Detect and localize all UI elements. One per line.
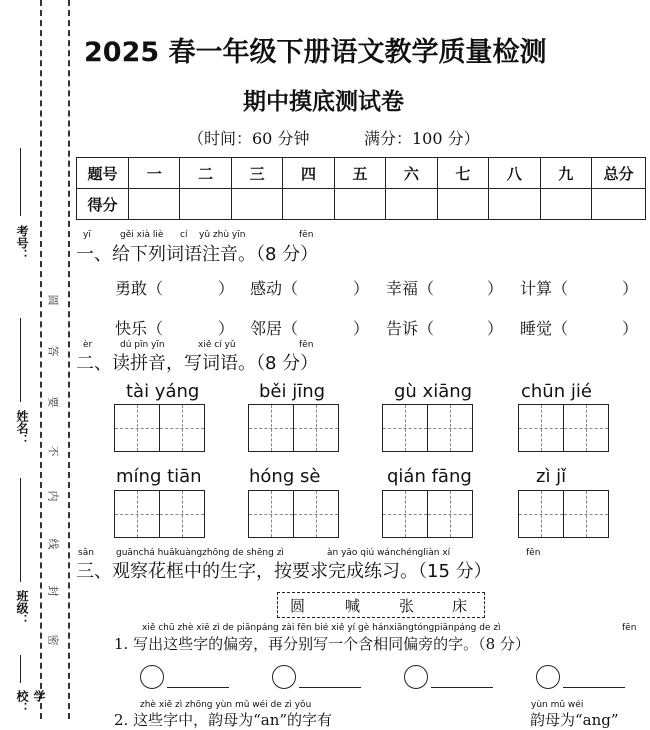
writing-cell[interactable] bbox=[383, 491, 428, 537]
pinyin-annotation: xiě chū zhè xiē zì de piānpáng zài fēn bié xiě yí gè hánxiāngtóngpiānpáng de zì bbox=[142, 623, 501, 633]
writing-cell[interactable] bbox=[564, 491, 608, 537]
column-header: 总分 bbox=[592, 158, 646, 189]
pinyin-annotation: sān bbox=[78, 548, 94, 558]
name-line bbox=[20, 318, 21, 402]
seal-dashed-line bbox=[68, 0, 70, 719]
word-item-close: ） bbox=[622, 319, 639, 338]
column-header: 二 bbox=[180, 158, 231, 189]
writing-cell[interactable] bbox=[519, 405, 564, 451]
score-cell[interactable] bbox=[540, 189, 592, 220]
writing-cell[interactable] bbox=[160, 405, 204, 451]
question-3-1: 1. 写出这些字的偏旁，再分别写一个含相同偏旁的字。（8 分） bbox=[114, 635, 530, 653]
word-item-open: 幸福（ bbox=[386, 279, 435, 298]
section-2-heading: 二、读拼音，写词语。（8 分） bbox=[76, 353, 319, 374]
writing-cell[interactable] bbox=[115, 491, 160, 537]
pinyin-annotation: fēn bbox=[526, 548, 541, 558]
word-item-close: ） bbox=[487, 279, 504, 298]
binding-dashed-line bbox=[40, 0, 42, 719]
pinyin-annotation: zhè xiē zì zhōng yùn mǔ wéi de zì yǒu bbox=[140, 700, 312, 710]
writing-cell[interactable] bbox=[249, 491, 294, 537]
character-frame bbox=[277, 592, 485, 618]
writing-cell[interactable] bbox=[294, 405, 338, 451]
word-item-open: 告诉（ bbox=[386, 319, 435, 338]
column-header: 五 bbox=[334, 158, 385, 189]
word-item-open: 计算（ bbox=[520, 279, 569, 298]
score-cell[interactable] bbox=[334, 189, 385, 220]
column-header: 九 bbox=[540, 158, 592, 189]
frame-character: 喊 bbox=[345, 597, 361, 615]
score-cell[interactable] bbox=[180, 189, 231, 220]
score-cell[interactable] bbox=[231, 189, 282, 220]
word-item-open: 勇敢（ bbox=[115, 279, 164, 298]
pinyin-word: gù xiāng bbox=[394, 381, 473, 402]
section-1-heading: 一、给下列词语注音。（8 分） bbox=[76, 244, 319, 265]
pinyin-word: běi jīng bbox=[259, 381, 326, 402]
exam-number-label: 考号： bbox=[15, 225, 29, 261]
column-header: 三 bbox=[231, 158, 282, 189]
word-item-close: ） bbox=[353, 279, 370, 298]
score-cell[interactable] bbox=[489, 189, 540, 220]
frame-character: 张 bbox=[399, 597, 415, 615]
writing-grid[interactable] bbox=[248, 490, 339, 538]
pinyin-annotation: yǔ zhù yīn bbox=[199, 230, 246, 240]
writing-cell[interactable] bbox=[383, 405, 428, 451]
exam-number-line bbox=[20, 148, 21, 216]
seal-char: 不 bbox=[46, 445, 60, 457]
seal-char: 答 bbox=[46, 345, 60, 357]
pinyin-annotation: fēn bbox=[622, 623, 637, 633]
column-header: 一 bbox=[129, 158, 180, 189]
column-header: 四 bbox=[283, 158, 334, 189]
writing-grid[interactable] bbox=[518, 404, 609, 452]
class-line bbox=[20, 478, 21, 582]
pinyin-word: tài yáng bbox=[126, 381, 200, 402]
score-cell[interactable] bbox=[592, 189, 646, 220]
answer-line[interactable] bbox=[431, 687, 493, 688]
word-item-open: 睡觉（ bbox=[520, 319, 569, 338]
pinyin-annotation: àn yāo qiú wánchéngliàn xí bbox=[327, 548, 451, 558]
row-label: 得分 bbox=[77, 189, 129, 220]
seal-char: 要 bbox=[46, 396, 60, 408]
writing-cell[interactable] bbox=[294, 491, 338, 537]
writing-cell[interactable] bbox=[249, 405, 294, 451]
column-header: 六 bbox=[386, 158, 437, 189]
writing-grid[interactable] bbox=[382, 490, 473, 538]
question-3-2: 2. 这些字中，韵母为“an”的字有 bbox=[114, 711, 333, 729]
writing-cell[interactable] bbox=[564, 405, 608, 451]
writing-grid[interactable] bbox=[114, 490, 205, 538]
writing-cell[interactable] bbox=[160, 491, 204, 537]
pinyin-word: míng tiān bbox=[116, 466, 202, 487]
seal-char: 内 bbox=[46, 490, 60, 502]
word-item-close: ） bbox=[487, 319, 504, 338]
word-item-open: 邻居（ bbox=[250, 319, 299, 338]
question-3-2-right: 韵母为“ang” bbox=[530, 711, 619, 729]
writing-grid[interactable] bbox=[518, 490, 609, 538]
score-cell[interactable] bbox=[283, 189, 334, 220]
column-header: 七 bbox=[437, 158, 488, 189]
question-number-row bbox=[77, 158, 646, 189]
school-label: 学校： bbox=[15, 690, 46, 714]
frame-character: 床 bbox=[452, 597, 468, 615]
full-score-label: 满分：100 分） bbox=[364, 129, 480, 148]
answer-line[interactable] bbox=[563, 687, 625, 688]
word-item-close: ） bbox=[218, 279, 235, 298]
writing-cell[interactable] bbox=[428, 491, 472, 537]
pinyin-annotation: gěi xià liè bbox=[120, 230, 164, 240]
writing-grid[interactable] bbox=[114, 404, 205, 452]
pinyin-word: qián fāng bbox=[387, 466, 472, 487]
writing-cell[interactable] bbox=[115, 405, 160, 451]
column-header: 八 bbox=[489, 158, 540, 189]
exam-title: 2025 春一年级下册语文教学质量检测 bbox=[84, 37, 547, 68]
writing-cell[interactable] bbox=[519, 491, 564, 537]
radical-circle[interactable] bbox=[272, 665, 296, 689]
answer-line[interactable] bbox=[167, 687, 229, 688]
school-line bbox=[20, 655, 21, 683]
pinyin-word: chūn jié bbox=[521, 381, 592, 402]
seal-char: 封 bbox=[46, 585, 60, 597]
writing-grid[interactable] bbox=[248, 404, 339, 452]
class-label: 班级： bbox=[15, 590, 29, 626]
pinyin-annotation: èr bbox=[83, 340, 93, 350]
score-table bbox=[76, 157, 646, 220]
time-label: （时间：60 分钟 bbox=[188, 129, 310, 148]
seal-char: 线 bbox=[46, 538, 60, 550]
score-cell[interactable] bbox=[437, 189, 488, 220]
writing-grid[interactable] bbox=[382, 404, 473, 452]
row-label: 题号 bbox=[77, 158, 129, 189]
radical-circle[interactable] bbox=[140, 665, 164, 689]
seal-char: 圆 bbox=[46, 294, 60, 306]
name-label: 姓名： bbox=[15, 410, 29, 446]
pinyin-annotation: yī bbox=[83, 230, 91, 240]
word-item-open: 快乐（ bbox=[115, 319, 164, 338]
pinyin-annotation: yùn mǔ wéi bbox=[531, 700, 584, 710]
frame-character: 圆 bbox=[290, 597, 306, 615]
pinyin-annotation: xiě cí yǔ bbox=[198, 340, 236, 350]
exam-subtitle: 期中摸底测试卷 bbox=[243, 89, 404, 115]
pinyin-annotation: cí bbox=[180, 230, 188, 240]
score-row bbox=[77, 189, 646, 220]
score-cell[interactable] bbox=[386, 189, 437, 220]
score-cell[interactable] bbox=[129, 189, 180, 220]
pinyin-word: zì jǐ bbox=[536, 466, 567, 487]
pinyin-annotation: dú pīn yīn bbox=[120, 340, 165, 350]
radical-circle[interactable] bbox=[404, 665, 428, 689]
pinyin-annotation: fēn bbox=[299, 230, 314, 240]
pinyin-annotation: guānchá huākuàngzhōng de shēng zì bbox=[116, 548, 284, 558]
radical-circle[interactable] bbox=[536, 665, 560, 689]
answer-line[interactable] bbox=[299, 687, 361, 688]
writing-cell[interactable] bbox=[428, 405, 472, 451]
seal-char: 密 bbox=[46, 634, 60, 646]
pinyin-annotation: fēn bbox=[299, 340, 314, 350]
word-item-close: ） bbox=[622, 279, 639, 298]
section-3-heading: 三、观察花框中的生字，按要求完成练习。（15 分） bbox=[76, 561, 492, 582]
pinyin-word: hóng sè bbox=[249, 466, 321, 487]
word-item-close: ） bbox=[353, 319, 370, 338]
word-item-open: 感动（ bbox=[250, 279, 299, 298]
word-item-close: ） bbox=[218, 319, 235, 338]
